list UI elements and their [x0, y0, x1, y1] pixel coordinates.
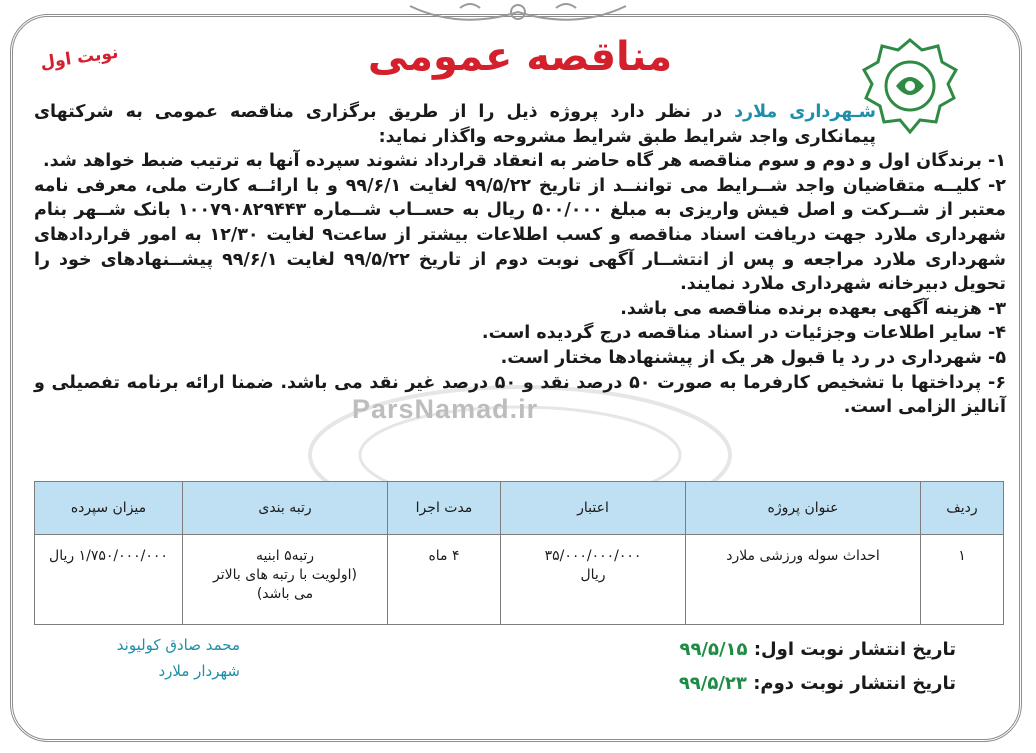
table-header-row [35, 482, 1004, 535]
col-project: عنوان پروژه [686, 482, 921, 535]
organization-name: شـهرداری ملارد [734, 102, 876, 122]
cell-grade [183, 535, 388, 625]
second-publication [596, 667, 956, 701]
grade-line-1: رتبه۵ ابنیه [255, 548, 315, 564]
col-index: ردیف [921, 482, 1004, 535]
second-publication-label: تاریخ انتشار نوبت دوم: [753, 673, 956, 694]
table-row [35, 535, 1004, 625]
intro-paragraph [34, 100, 876, 149]
watermark-brand: ParsNamad.ir [352, 394, 539, 424]
top-ornament-icon [400, 0, 636, 28]
condition-item-3: ۳- هزینه آگهی بعهده برنده مناقصه می باشد. [620, 298, 1006, 319]
intro-text: در نظر دارد پروژه ذیل را از طریق برگزاری مناقصه عمومی به شرکتهای پیمانکاری واجد شرایط طبق شرایط مشروحه واگذار نماید: [34, 102, 876, 147]
condition-item-5: ۵- شهرداری در رد یا قبول هر یک از پیشنهادها مختار است. [500, 347, 1006, 368]
condition-item-1: ۱- برندگان اول و دوم و سوم مناقصه هر گاه حاضر به انعقاد قرارداد نشوند سپرده آنها به ترتیب ضبط خواهد شد. [42, 151, 1006, 172]
tender-table [34, 481, 1004, 625]
signatory-role: شهردار ملارد [158, 662, 240, 680]
cell-duration: ۴ ماه [388, 535, 501, 625]
first-publication-date: ۹۹/۵/۱۵ [679, 639, 748, 660]
cell-credit [501, 535, 686, 625]
notice-body [34, 100, 1006, 420]
signature-block [40, 632, 240, 684]
col-deposit: میزان سپرده [35, 482, 183, 535]
publication-dates [596, 633, 956, 701]
first-publication-label: تاریخ انتشار نوبت اول: [753, 639, 956, 660]
condition-item-2: ۲- کلیــه متقاضیان واجد شــرایط می تواننــد از تاریخ ۹۹/۵/۲۲ لغایت ۹۹/۶/۱ و با ارائــه کارت ملی، معرفی نامه معتبر از شــرکت و اصل فیش واریزی به مبلغ ۵۰۰/۰۰۰ ریال به حســاب شــماره ۱۰۰۷۹۰۸۲۹۴۴۳ بانک شــهر بنام شهرداری ملارد جهت دریافت اسناد مناقصه و کسب اطلاعات بیشتر از ساعت۹ لغایت ۱۲/۳۰ به امور قراردادهای شهرداری ملارد مراجعه و پس از انتشــار آگهی نوبت دوم از تاریخ ۹۹/۵/۲۲ لغایت ۹۹/۶/۱ پیشــنهادهای خود را تحویل دبیرخانه شهرداری ملارد نمایند. [34, 175, 1007, 295]
credit-unit: ریال [580, 567, 606, 583]
cell-index: ۱ [921, 535, 1004, 625]
cell-project: احداث سوله ورزشی ملارد [686, 535, 921, 625]
col-duration: مدت اجرا [388, 482, 501, 535]
credit-amount: ۳۵/۰۰۰/۰۰۰/۰۰۰ [544, 548, 642, 564]
second-publication-date: ۹۹/۵/۲۳ [678, 673, 747, 694]
signatory-name: محمد صادق کولیوند [116, 636, 240, 654]
col-grade: رتبه بندی [183, 482, 388, 535]
page-title: مناقصه عمومی [367, 34, 673, 80]
condition-item-6: ۶- پرداختها با تشخیص کارفرما به صورت ۵۰ درصد نقد و ۵۰ درصد غیر نقد می باشد. ضمنا ارائه برنامه تفصیلی و آنالیز الزامی است. [34, 372, 1006, 418]
grade-line-2: (اولویت با رتبه های بالاتر [213, 567, 357, 583]
condition-item-4: ۴- سایر اطلاعات وجزئیات در اسناد مناقصه درج گردیده است. [481, 323, 1006, 344]
grade-line-3: می باشد) [256, 586, 314, 602]
cell-deposit: ۱/۷۵۰/۰۰۰/۰۰۰ ریال [35, 535, 183, 625]
col-credit: اعتبار [501, 482, 686, 535]
first-publication [596, 633, 956, 667]
round-badge: نوبت اول [38, 42, 120, 74]
